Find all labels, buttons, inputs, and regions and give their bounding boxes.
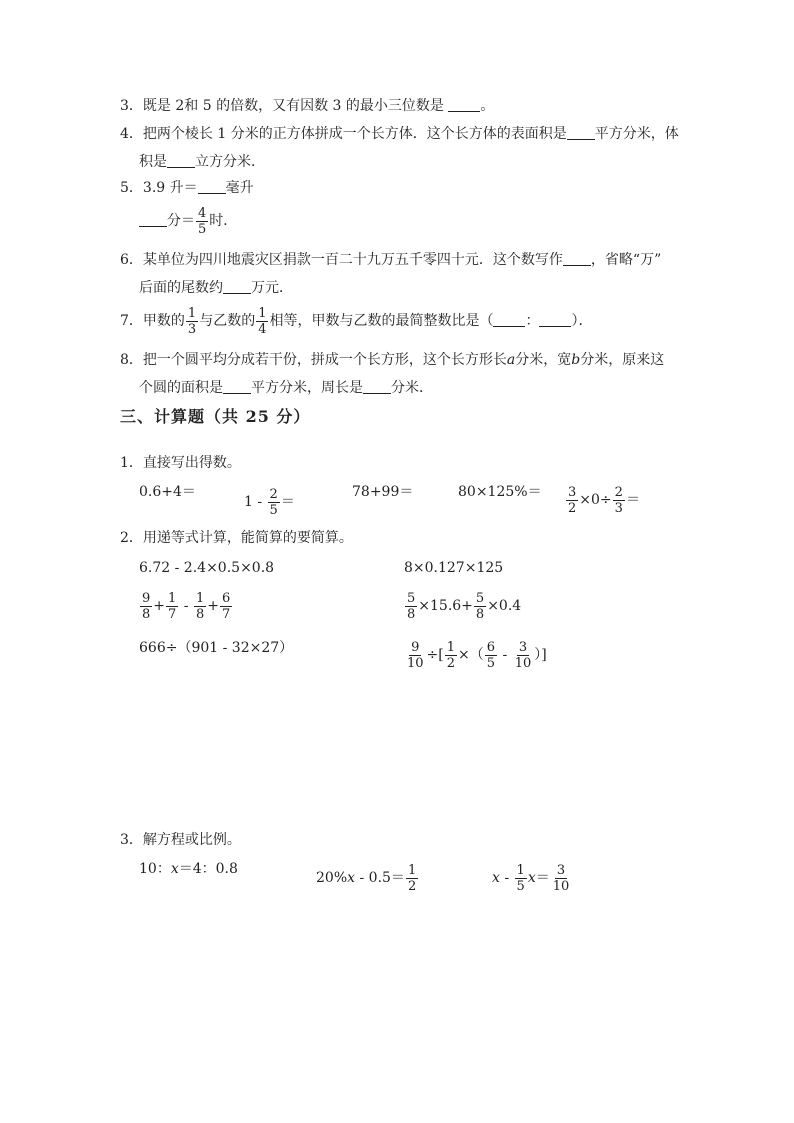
numerator: 1 [187, 305, 197, 321]
answer-blank[interactable] [493, 312, 525, 327]
answer-blank[interactable] [363, 379, 391, 394]
numerator: 1 [195, 590, 205, 606]
numerator: 6 [486, 639, 496, 655]
numerator: 3 [556, 862, 566, 878]
fraction [166, 591, 178, 622]
denominator: 10 [407, 655, 424, 671]
fraction [256, 306, 268, 337]
numerator: 5 [407, 590, 416, 606]
denominator: 10 [552, 878, 570, 894]
denominator: 3 [614, 500, 623, 516]
fraction [220, 591, 232, 622]
numerator: 5 [475, 590, 485, 606]
answer-blank[interactable] [223, 379, 251, 394]
fraction [551, 863, 572, 894]
denominator: 5 [269, 502, 278, 518]
numerator: 3 [568, 484, 577, 500]
numerator: 1 [516, 862, 525, 878]
calc-1-expr-3: 78+99＝ [352, 484, 414, 500]
denominator: 8 [407, 606, 416, 622]
denominator: 7 [168, 606, 177, 622]
calc-2-expr-2: 8×0.127×125 [404, 560, 504, 576]
denominator: 2 [568, 500, 577, 516]
denominator: 2 [407, 878, 417, 894]
numerator: 1 [407, 862, 417, 878]
question-5-line-2: 分＝ $\frac{4}{5}$ 时． [139, 204, 237, 238]
calc-2-expr-1: 6.72 - 2.4×0.5×0.8 [139, 560, 275, 576]
fraction [196, 206, 208, 237]
numerator: 4 [198, 205, 207, 221]
fraction [268, 487, 280, 518]
denominator: 5 [516, 878, 525, 894]
calc-2-expr-4: $\frac{5}{8}$ ×15.6+ $\frac{5}{8}$ ×0.4 [407, 590, 522, 622]
calc-1-expr-4: 80×125%＝ [458, 484, 542, 500]
fraction [474, 591, 486, 622]
question-3: 3．既是 2和 5 的倍数，又有因数 3 的最小三位数是 。 [120, 98, 495, 114]
question-4-line-2: 积是 立方分米． [139, 154, 265, 170]
fraction [405, 591, 417, 622]
numerator: 1 [258, 305, 267, 321]
fraction [140, 591, 152, 622]
fraction [405, 640, 426, 671]
answer-blank[interactable] [448, 97, 480, 112]
question-8-line-1: 8．把一个圆平均分成若干份，拼成一个长方形，这个长方形长a分米，宽b分米，原来这 [120, 352, 665, 368]
fraction [515, 863, 527, 894]
calc-3-expr-1: 10：x＝4：0.8 [139, 861, 238, 877]
calc-2-expr-6: $\frac{9}{10}$ ÷[ $\frac{1}{2}$ ×（ $\frac{6}{5}$ - $\frac{3}{10}$ ）] [407, 639, 547, 671]
fraction [566, 485, 578, 516]
denominator: 8 [195, 606, 205, 622]
denominator: 3 [187, 321, 197, 337]
fraction [186, 306, 198, 337]
denominator: 4 [258, 321, 267, 337]
denominator: 8 [475, 606, 485, 622]
answer-blank[interactable] [563, 251, 591, 266]
numerator: 1 [446, 639, 456, 655]
calc-1-expr-2: 1 - $\frac{2}{5}$ ＝ [244, 486, 295, 518]
question-5-line-1: 5．3.9 升＝ 毫升 [120, 180, 254, 196]
question-8-line-2: 个圆的面积是 平方分米，周长是 分米． [139, 380, 433, 396]
answer-blank[interactable] [139, 212, 167, 227]
calc-3-expr-2: 20%x - 0.5＝ $\frac{1}{2}$ [316, 862, 417, 894]
answer-blank[interactable] [198, 179, 226, 194]
calc-1-expr-1: 0.6+4＝ [139, 484, 196, 500]
answer-blank[interactable] [539, 312, 571, 327]
calc-1-expr-5: $\frac{3}{2}$ ×0÷ $\frac{2}{3}$ ＝ [568, 484, 640, 516]
fraction [194, 591, 206, 622]
fraction [613, 485, 625, 516]
section-3-heading: 三、计算题（共 25 分） [120, 407, 311, 426]
numerator: 1 [168, 590, 177, 606]
denominator: 8 [142, 606, 151, 622]
question-4-line-1: 4．把两个棱长 1 分米的正方体拼成一个长方体．这个长方体的表面积是 平方分米，体 [120, 126, 679, 142]
denominator: 5 [486, 655, 496, 671]
fraction [513, 640, 534, 671]
numerator: 2 [614, 484, 623, 500]
calc-2-expr-5: 666÷（901 - 32×27） [139, 640, 294, 656]
fraction [445, 640, 457, 671]
calc-2-expr-3: $\frac{9}{8}$ + $\frac{1}{7}$ - $\frac{1}{8}$ + $\frac{6}{7}$ [142, 590, 231, 622]
numerator: 6 [221, 590, 231, 606]
calc-2-title: 2．用递等式计算，能简算的要简算。 [120, 530, 353, 546]
denominator: 2 [446, 655, 456, 671]
answer-blank[interactable] [567, 125, 595, 140]
denominator: 10 [514, 655, 532, 671]
fraction [485, 640, 497, 671]
question-6-line-1: 6．某单位为四川地震灾区捐款一百二十九万五千零四十元．这个数写作 ，省略“万” [120, 252, 662, 268]
question-7: 7．甲数的 $\frac{1}{3}$ 与乙数的 $\frac{1}{4}$ 相等，甲数与乙数的最简整数比是（ ： ）． [120, 305, 593, 337]
denominator: 5 [198, 221, 207, 237]
fraction [406, 863, 418, 894]
numerator: 2 [269, 486, 278, 502]
calc-3-expr-3: x - $\frac{1}{5}$ x＝ $\frac{3}{10}$ [492, 862, 570, 894]
calc-1-title: 1．直接写出得数。 [120, 455, 241, 471]
numerator: 9 [411, 639, 420, 655]
answer-blank[interactable] [167, 153, 195, 168]
question-6-line-2: 后面的尾数约 万元． [139, 280, 293, 296]
calc-3-title: 3．解方程或比例。 [120, 832, 241, 848]
numerator: 9 [142, 590, 151, 606]
answer-blank[interactable] [223, 279, 251, 294]
numerator: 3 [518, 639, 528, 655]
denominator: 7 [221, 606, 231, 622]
